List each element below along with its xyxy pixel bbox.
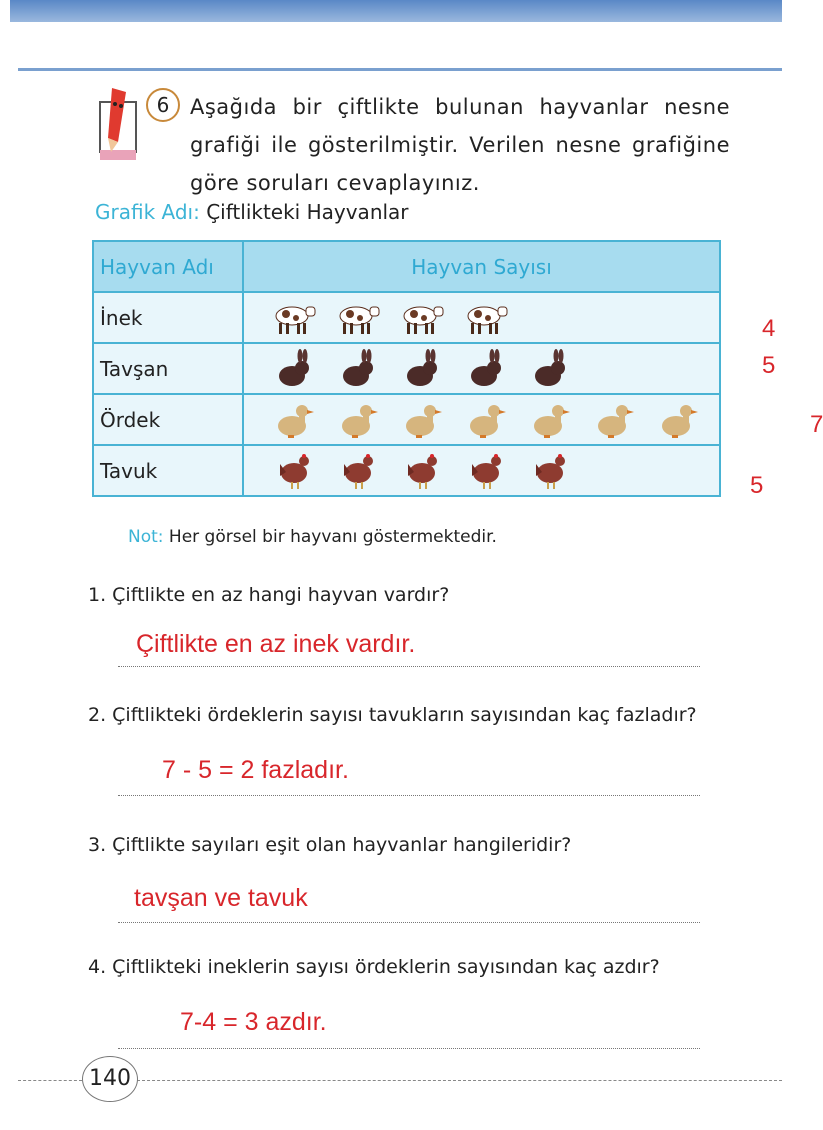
rabbit-icon: [528, 350, 574, 392]
footer-divider: [18, 1080, 82, 1081]
table-row: [93, 292, 720, 343]
animal-count-cell: [243, 445, 764, 499]
animal-count-cell: [243, 394, 823, 445]
divider: [18, 68, 782, 71]
footer-divider: [137, 1080, 782, 1081]
written-count: 4: [762, 315, 776, 342]
question-number: 6: [146, 88, 180, 122]
animal-name: Tavşan: [93, 343, 243, 394]
duck-icon: [528, 401, 574, 443]
animal-count-cell: [243, 292, 776, 343]
intro-line: Aşağıda bir çiftlikte bulunan hayvanlar nesne: [190, 95, 730, 119]
duck-icon: [592, 401, 638, 443]
cow-icon: [336, 299, 382, 341]
animal-count-cell: [243, 343, 776, 394]
duck-icon: [656, 401, 702, 443]
page-number: 140: [82, 1056, 138, 1102]
intro-line: göre soruları cevaplayınız.: [190, 171, 480, 195]
answer-3: tavşan ve tavuk: [134, 884, 308, 912]
answer-2: 7 - 5 = 2 fazladır.: [162, 756, 349, 784]
pencil-mascot-icon: [98, 82, 140, 162]
question-4: 4. Çiftlikteki ineklerin sayısı ördeklerin sayısından kaç azdır?: [88, 956, 660, 978]
answer-4: 7-4 = 3 azdır.: [180, 1008, 327, 1036]
answer-line: [118, 1048, 700, 1049]
cow-icon: [464, 299, 510, 341]
cow-icon: [272, 299, 318, 341]
top-banner: [10, 0, 782, 22]
question-3: 3. Çiftlikte sayıları eşit olan hayvanlar hangileridir?: [88, 834, 572, 856]
header-animal-name: Hayvan Adı: [93, 241, 243, 292]
chicken-icon: [464, 452, 510, 494]
table-row: [93, 343, 720, 394]
table-row: [93, 445, 720, 496]
table-row: [93, 394, 720, 445]
object-graph-table: [92, 240, 823, 499]
animal-name: Tavuk: [93, 445, 243, 496]
note: Not: Her görsel bir hayvanı göstermektedir.: [128, 527, 497, 547]
chicken-icon: [272, 452, 318, 494]
rabbit-icon: [336, 350, 382, 392]
question-2: 2. Çiftlikteki ördeklerin sayısı tavukların sayısından kaç fazladır?: [88, 704, 697, 726]
question-1: 1. Çiftlikte en az hangi hayvan vardır?: [88, 584, 450, 606]
chicken-icon: [528, 452, 574, 494]
written-count: 5: [762, 352, 776, 379]
answer-line: [118, 666, 700, 667]
chicken-icon: [336, 452, 382, 494]
duck-icon: [400, 401, 446, 443]
header-animal-count: Hayvan Sayısı: [243, 241, 720, 292]
written-count: 7: [810, 411, 823, 438]
duck-icon: [272, 401, 318, 443]
intro-line: grafiği ile gösterilmiştir. Verilen nesne grafiğine: [190, 133, 730, 157]
answer-line: [118, 795, 700, 796]
chicken-icon: [400, 452, 446, 494]
graph-title: Grafik Adı: Çiftlikteki Hayvanlar: [95, 200, 409, 224]
answer-line: [118, 922, 700, 923]
rabbit-icon: [400, 350, 446, 392]
written-count: 5: [750, 472, 764, 499]
cow-icon: [400, 299, 446, 341]
question-intro: [190, 88, 730, 202]
rabbit-icon: [464, 350, 510, 392]
animal-name: İnek: [93, 292, 243, 343]
rabbit-icon: [272, 350, 318, 392]
answer-1: Çiftlikte en az inek vardır.: [136, 630, 416, 658]
duck-icon: [464, 401, 510, 443]
duck-icon: [336, 401, 382, 443]
animal-name: Ördek: [93, 394, 243, 445]
